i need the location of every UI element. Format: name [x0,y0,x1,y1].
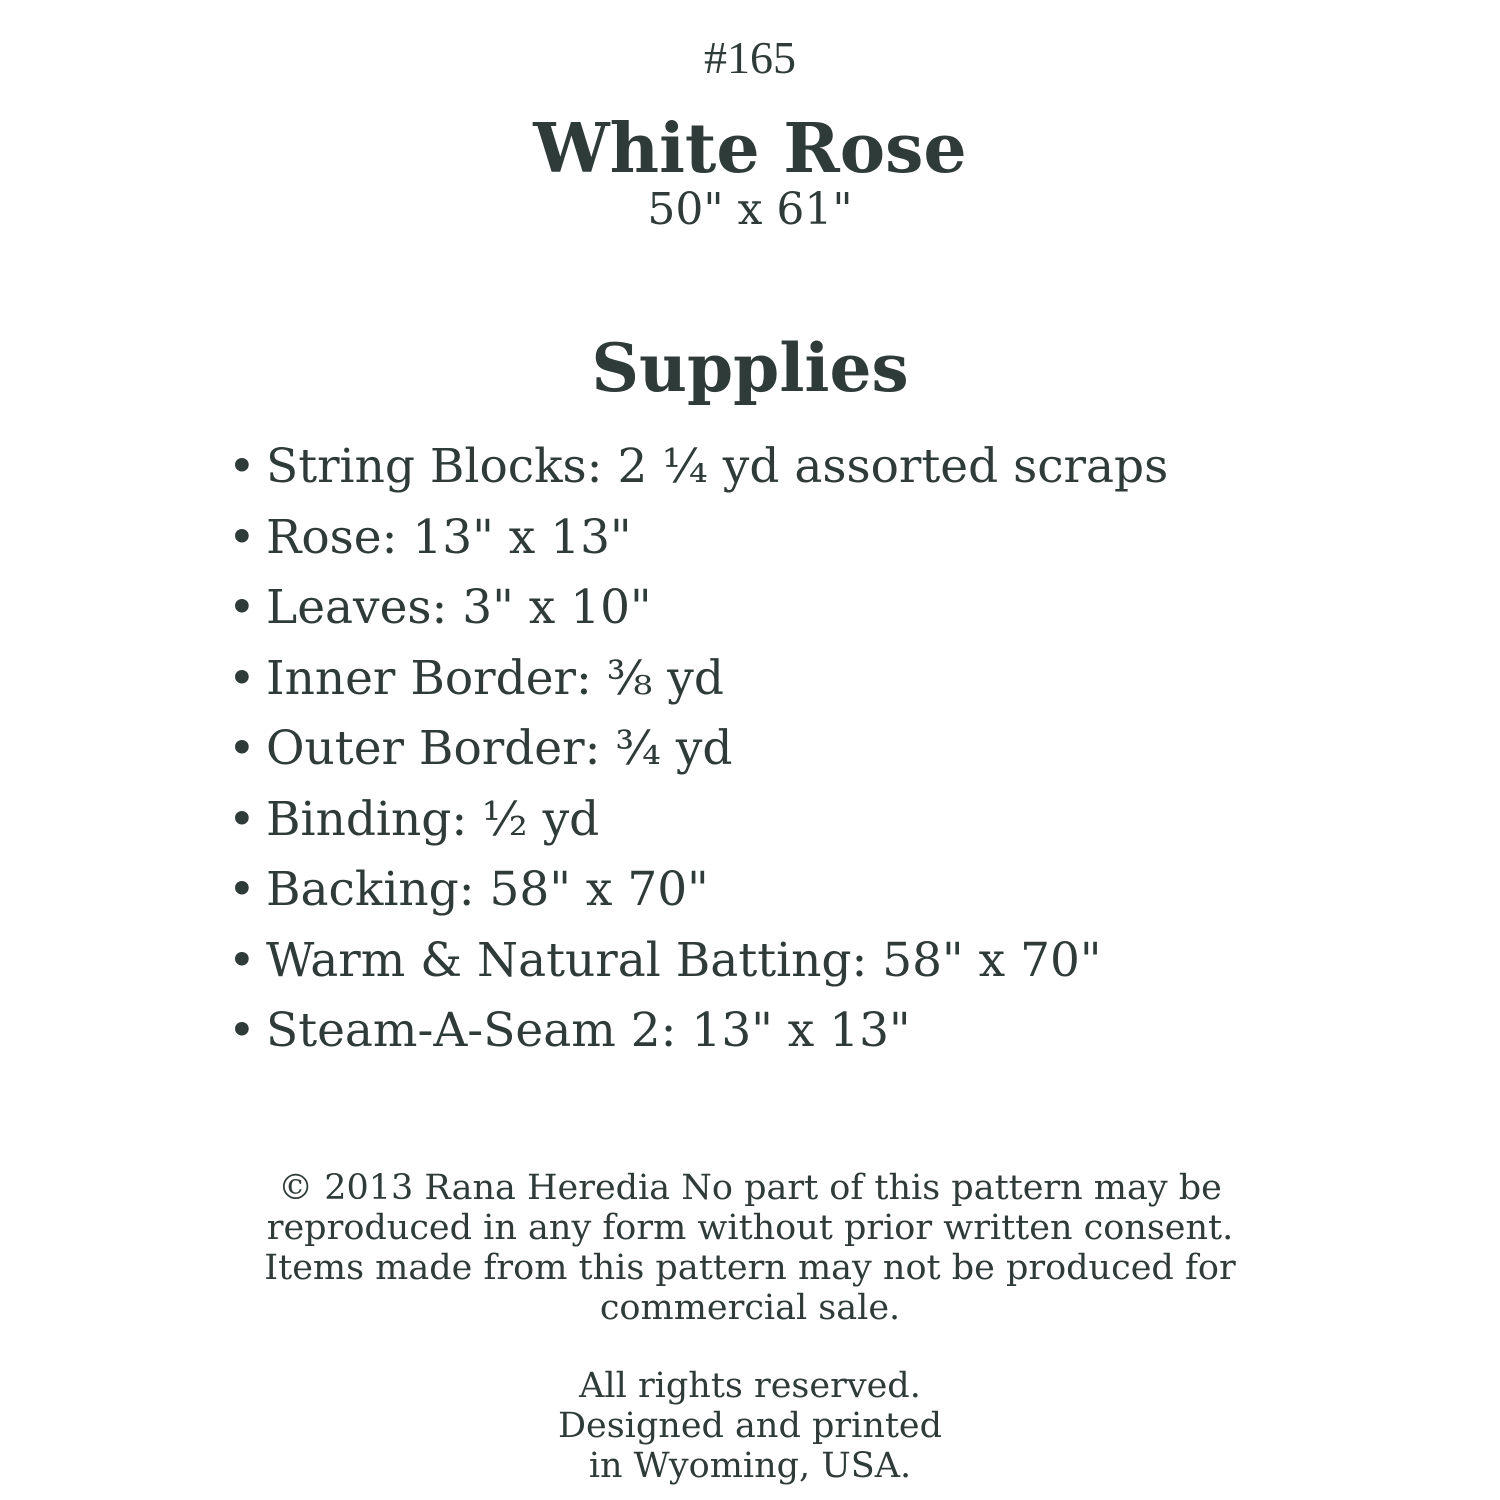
supply-item [228,644,1168,715]
pattern-number: #165 [704,32,796,83]
pattern-title: White Rose [533,109,967,189]
bullet: • [228,932,256,988]
supply-item-text: Warm & Natural Batting: 58" x 70" [266,932,1102,988]
bullet: • [228,721,256,776]
rights-line: All rights reserved. [579,1366,921,1406]
bullet: • [228,509,256,565]
supply-item-text: Leaves: 3" x 10" [266,580,652,635]
supply-item-text: Outer Border: ¾ yd [266,721,733,776]
supplies-heading: Supplies [591,329,909,407]
bullet: • [228,439,256,494]
supply-item-text: Steam-A-Seam 2: 13" x 13" [266,1003,911,1058]
bullet: • [228,580,256,635]
bullet: • [228,1003,256,1058]
supply-list [228,432,1168,1067]
supply-item [228,432,1168,503]
supply-item-text: Inner Border: ⅜ yd [266,650,724,706]
bullet: • [228,650,256,706]
supply-item-text: Rose: 13" x 13" [266,509,632,565]
rights-block [0,1366,1500,1486]
supply-item [228,573,1168,644]
location-line: in Wyoming, USA. [588,1446,912,1486]
supply-item [228,714,1168,785]
quilt-size: 50" x 61" [647,184,853,235]
supply-item [228,996,1168,1067]
supply-item-text: Backing: 58" x 70" [266,862,709,917]
supply-item-text: Binding: ½ yd [266,791,600,847]
supply-item [228,785,1168,856]
supply-item [228,503,1168,574]
copyright-notice: © 2013 Rana Heredia No part of this pattern may be reproduced in any form without prior written consent. Items made from this pattern may not be produced for commercial sale. [264,1168,1236,1328]
bullet: • [228,791,256,847]
supply-item [228,926,1168,997]
supply-item-text: String Blocks: 2 ¼ yd assorted scraps [266,439,1169,494]
bullet: • [228,862,256,917]
designed-line: Designed and printed [557,1406,943,1446]
supply-item [228,855,1168,926]
